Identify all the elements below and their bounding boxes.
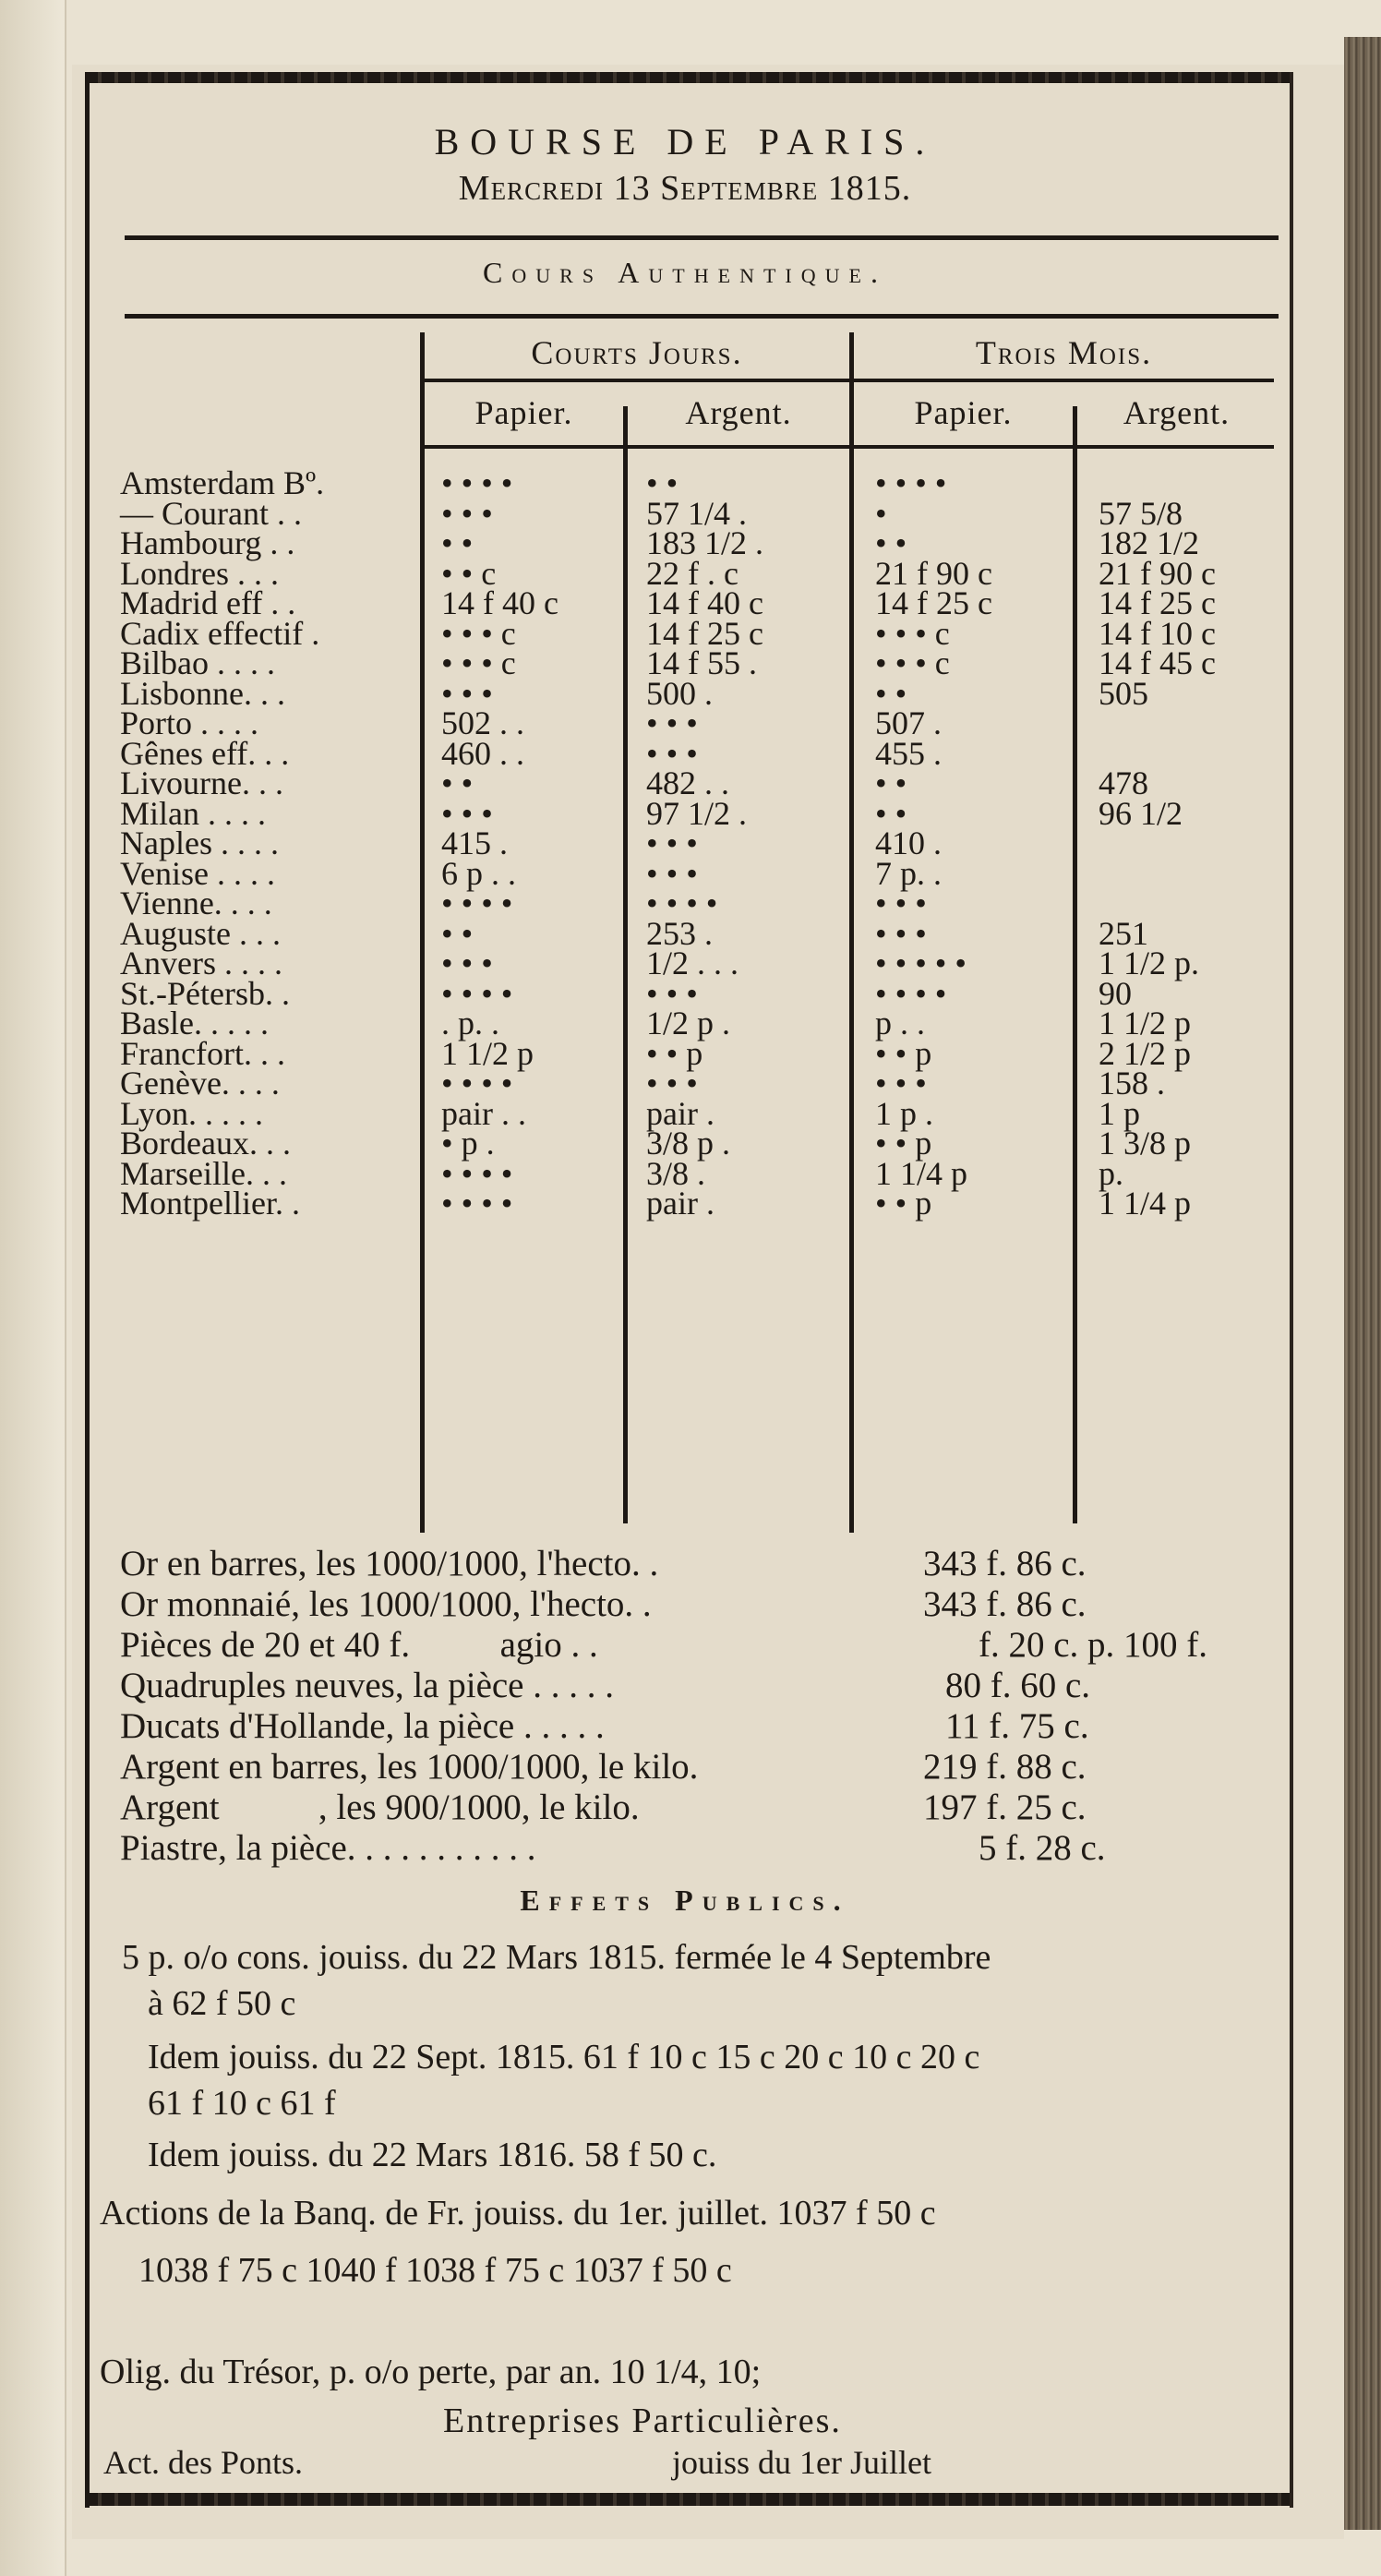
rate-cell: pair . — [646, 1185, 715, 1222]
rate-cell: 502 . . — [441, 704, 524, 741]
metal-label: Ducats d'Hollande, la pièce . . . . . — [120, 1706, 605, 1746]
place-name: Londres . . . — [120, 555, 279, 592]
rate-cell: • • — [875, 675, 907, 712]
table-column-rule — [623, 406, 628, 1523]
place-name: Marseille. . . — [120, 1155, 287, 1192]
rate-cell: • • • — [875, 915, 927, 952]
rate-cell: • • • • • — [875, 945, 967, 981]
entreprises-heading: Entreprises Particulières. — [443, 2401, 842, 2440]
rate-cell: • • — [441, 524, 474, 561]
rate-cell: • — [875, 495, 887, 532]
metal-label: Pièces de 20 et 40 f. agio . . — [120, 1625, 598, 1665]
header-rule — [125, 235, 1279, 240]
effets-line: 5 p. o/o cons. jouiss. du 22 Mars 1815. fermée le 4 Septembre — [122, 1938, 991, 1977]
place-name: — Courant . . — [120, 495, 302, 532]
place-name: Venise . . . . — [120, 855, 275, 892]
rate-cell: 57 1/4 . — [646, 495, 748, 532]
rate-cell: • • • — [646, 825, 698, 861]
rate-cell: • • • — [875, 1065, 927, 1101]
rate-cell: 415 . — [441, 825, 508, 861]
rate-cell: • • • — [441, 795, 493, 832]
place-name: Francfort. . . — [120, 1035, 285, 1072]
rate-cell: 6 p . . — [441, 855, 516, 892]
rate-cell: 7 p. . — [875, 855, 942, 892]
column-header: Papier. — [474, 394, 573, 431]
rate-cell: 14 f 25 c — [1099, 584, 1216, 621]
rate-cell: 1 1/2 p — [1099, 1005, 1192, 1041]
metal-value: 197 f. 25 c. — [923, 1788, 1087, 1827]
rate-cell: 1 1/4 p — [875, 1155, 968, 1192]
rate-cell: • • — [441, 764, 474, 801]
rate-cell: 14 f 55 . — [646, 644, 757, 681]
book-page-edges — [1344, 37, 1381, 2530]
place-name: Vienne. . . . — [120, 885, 272, 921]
metal-value: 343 f. 86 c. — [923, 1544, 1087, 1583]
rate-cell: . p. . — [441, 1005, 499, 1041]
metal-label: Piastre, la pièce. . . . . . . . . . . — [120, 1828, 536, 1868]
metal-label: Or en barres, les 1000/1000, l'hecto. . — [120, 1544, 659, 1583]
rate-cell: • • • — [441, 495, 493, 532]
rate-cell: • • • c — [441, 644, 516, 681]
rate-cell: • • — [875, 524, 907, 561]
column-header: Argent. — [685, 394, 792, 431]
rate-cell: • • • — [441, 945, 493, 981]
metal-label: Quadruples neuves, la pièce . . . . . — [120, 1666, 614, 1705]
place-name: Bordeaux. . . — [120, 1125, 291, 1162]
rate-cell: 1 1/2 p. — [1099, 945, 1200, 981]
place-name: Basle. . . . . — [120, 1005, 269, 1041]
place-name: Lisbonne. . . — [120, 675, 285, 712]
rate-cell: pair . . — [441, 1095, 526, 1132]
metal-value: 11 f. 75 c. — [945, 1706, 1089, 1746]
rate-cell: • • • — [646, 975, 698, 1012]
column-header-rule — [425, 445, 1274, 449]
rate-cell: 455 . — [875, 735, 942, 772]
rate-cell: • • • c — [441, 615, 516, 652]
rate-cell: 21 f 90 c — [1099, 555, 1216, 592]
rate-cell: 57 5/8 — [1099, 495, 1183, 532]
place-name: Hambourg . . — [120, 524, 295, 561]
entreprises-label: Act. des Ponts. — [103, 2444, 303, 2481]
rate-cell: • • p — [646, 1035, 703, 1072]
rate-cell: 1/2 p . — [646, 1005, 731, 1041]
rate-cell: 1 3/8 p — [1099, 1125, 1192, 1162]
rate-cell: 253 . — [646, 915, 713, 952]
rate-cell: 251 — [1099, 915, 1148, 952]
effets-line: Actions de la Banq. de Fr. jouiss. du 1er. juillet. 1037 f 50 c — [100, 2194, 936, 2233]
table-column-rule — [849, 332, 854, 1533]
column-header: Papier. — [914, 394, 1013, 431]
rate-cell: • • • c — [875, 615, 950, 652]
rate-cell: 96 1/2 — [1099, 795, 1183, 832]
effets-line: 1038 f 75 c 1040 f 1038 f 75 c 1037 f 50 c — [138, 2251, 732, 2290]
rate-cell: • • p — [875, 1185, 932, 1222]
adjacent-page — [0, 0, 66, 2576]
rate-cell: • • • — [646, 855, 698, 892]
rate-cell: 14 f 10 c — [1099, 615, 1216, 652]
rate-cell: 183 1/2 . — [646, 524, 764, 561]
place-name: St.-Pétersb. . — [120, 975, 290, 1012]
issue-date: Mercredi 13 Septembre 1815. — [458, 169, 912, 208]
rate-cell: 500 . — [646, 675, 713, 712]
rate-cell: 14 f 25 c — [875, 584, 992, 621]
place-name: Cadix effectif . — [120, 615, 320, 652]
page-title: BOURSE DE PARIS. — [434, 121, 936, 163]
effets-line: à 62 f 50 c — [148, 1984, 296, 2023]
rate-cell: 14 f 40 c — [441, 584, 558, 621]
rate-cell: • • • • — [441, 464, 513, 501]
column-group-header: Courts Jours. — [531, 334, 743, 371]
rate-cell: 507 . — [875, 704, 942, 741]
section-rule — [125, 314, 1279, 319]
rate-cell: • • • — [441, 675, 493, 712]
rate-cell: 158 . — [1099, 1065, 1165, 1101]
entreprises-note: jouiss du 1er Juillet — [672, 2444, 931, 2481]
rate-cell: 1 p . — [875, 1095, 933, 1132]
rate-cell: • • — [875, 764, 907, 801]
rate-cell: • • • — [646, 1065, 698, 1101]
rate-cell: • • • • — [646, 885, 718, 921]
rate-cell: • • • • — [441, 975, 513, 1012]
effets-heading: Effets Publics. — [520, 1884, 850, 1917]
rate-cell: 3/8 p . — [646, 1125, 731, 1162]
metal-value: 343 f. 86 c. — [923, 1584, 1087, 1624]
rate-cell: 22 f . c — [646, 555, 739, 592]
rate-cell: 505 — [1099, 675, 1148, 712]
place-name: Gênes eff. . . — [120, 735, 290, 772]
rate-cell: 1/2 . . . — [646, 945, 739, 981]
rate-cell: • • — [646, 464, 678, 501]
column-header: Argent. — [1123, 394, 1231, 431]
effets-line: Idem jouiss. du 22 Sept. 1815. 61 f 10 c 15 c 20 c 10 c 20 c — [148, 2038, 980, 2076]
table-column-rule — [420, 332, 425, 1533]
rate-cell: 14 f 25 c — [646, 615, 763, 652]
rate-cell: 14 f 40 c — [646, 584, 763, 621]
rate-cell: 90 — [1099, 975, 1132, 1012]
rate-cell: • • • c — [875, 644, 950, 681]
rate-cell: 1 p — [1099, 1095, 1140, 1132]
rate-cell: 410 . — [875, 825, 942, 861]
rate-cell: 3/8 . — [646, 1155, 706, 1192]
rate-cell: p . . — [875, 1005, 925, 1041]
rate-cell: • • • • — [441, 1065, 513, 1101]
effets-line: 61 f 10 c 61 f — [148, 2084, 336, 2123]
metal-value: f. 20 c. p. 100 f. — [979, 1625, 1208, 1665]
place-name: Anvers . . . . — [120, 945, 282, 981]
bottom-border — [85, 2493, 1290, 2506]
rate-cell: • • • • — [441, 1185, 513, 1222]
rate-cell: • p . — [441, 1125, 495, 1162]
place-name: Amsterdam Bº. — [120, 464, 325, 501]
place-name: Auguste . . . — [120, 915, 281, 952]
rate-cell: • • • • — [875, 464, 947, 501]
metal-label: Or monnaié, les 1000/1000, l'hecto. . — [120, 1584, 652, 1624]
effets-line: Idem jouiss. du 22 Mars 1816. 58 f 50 c. — [148, 2136, 717, 2174]
rate-cell: 1 1/2 p — [441, 1035, 534, 1072]
rate-cell: 14 f 45 c — [1099, 644, 1216, 681]
rate-cell: • • p — [875, 1035, 932, 1072]
metal-value: 219 f. 88 c. — [923, 1747, 1087, 1787]
place-name: Livourne. . . — [120, 764, 283, 801]
rate-cell: • • — [441, 915, 474, 952]
rate-cell: p. — [1099, 1155, 1123, 1192]
rate-cell: • • • — [875, 885, 927, 921]
metal-value: 5 f. 28 c. — [979, 1828, 1106, 1868]
place-name: Montpellier. . — [120, 1185, 300, 1222]
rate-cell: 460 . . — [441, 735, 524, 772]
section-heading: Cours Authentique. — [483, 256, 887, 289]
column-group-header: Trois Mois. — [975, 334, 1153, 371]
place-name: Naples . . . . — [120, 825, 279, 861]
rate-cell: 478 — [1099, 764, 1148, 801]
rate-cell: pair . — [646, 1095, 715, 1132]
table-column-rule — [1073, 406, 1077, 1523]
metal-label: Argent , les 900/1000, le kilo. — [120, 1788, 640, 1827]
rate-cell: 182 1/2 — [1099, 524, 1200, 561]
rate-cell: • • • — [646, 735, 698, 772]
rate-cell: 1 1/4 p — [1099, 1185, 1192, 1222]
metal-label: Argent en barres, les 1000/1000, le kilo. — [120, 1747, 699, 1787]
metal-value: 80 f. 60 c. — [945, 1666, 1091, 1705]
place-name: Porto . . . . — [120, 704, 259, 741]
place-name: Genève. . . . — [120, 1065, 280, 1101]
subheader-rule — [425, 379, 1274, 382]
effets-line: Olig. du Trésor, p. o/o perte, par an. 10 1/4, 10; — [100, 2353, 762, 2391]
place-name: Lyon. . . . . — [120, 1095, 264, 1132]
rate-cell: 482 . . — [646, 764, 729, 801]
rate-cell: • • • — [646, 704, 698, 741]
rate-cell: • • — [875, 795, 907, 832]
rate-cell: 21 f 90 c — [875, 555, 992, 592]
place-name: Milan . . . . — [120, 795, 266, 832]
rate-cell: • • p — [875, 1125, 932, 1162]
rate-cell: • • • • — [875, 975, 947, 1012]
rate-cell: 2 1/2 p — [1099, 1035, 1192, 1072]
rate-cell: 97 1/2 . — [646, 795, 748, 832]
place-name: Madrid eff . . — [120, 584, 296, 621]
rate-cell: • • • • — [441, 1155, 513, 1192]
place-name: Bilbao . . . . — [120, 644, 275, 681]
rate-cell: • • c — [441, 555, 497, 592]
top-border — [85, 72, 1290, 83]
rate-cell: • • • • — [441, 885, 513, 921]
